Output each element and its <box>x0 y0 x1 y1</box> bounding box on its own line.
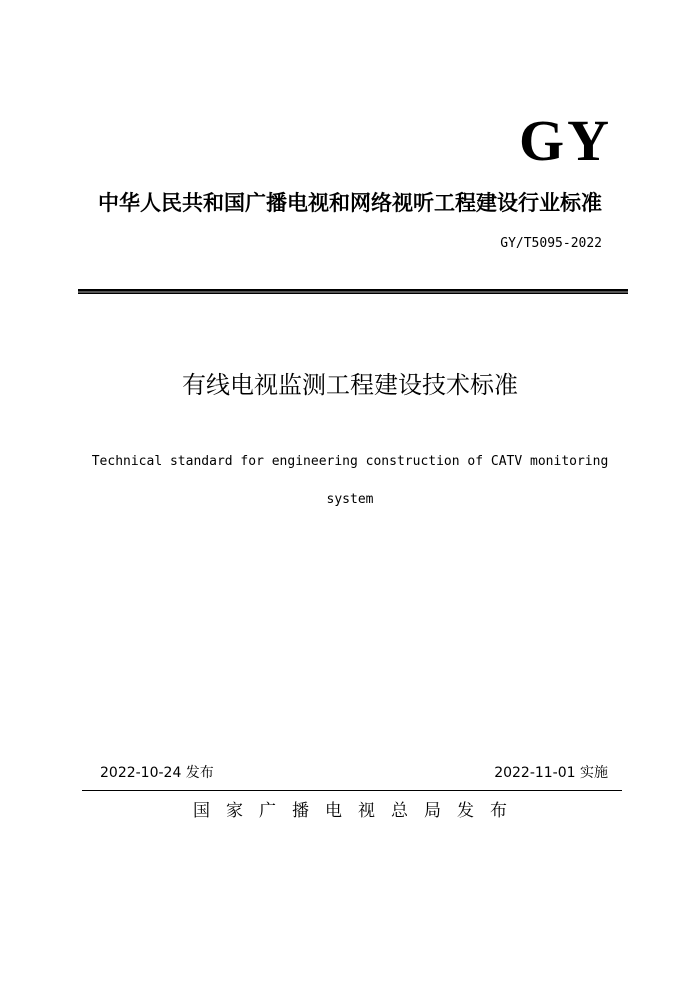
english-title-line-1: Technical standard for engineering construction of CATV monitoring <box>91 454 609 469</box>
implementation-date: 2022-11-01 实施 <box>494 765 608 781</box>
footer-divider <box>82 790 622 791</box>
gy-logo: GY <box>519 108 612 173</box>
publisher: 国家广播电视总局发布 <box>193 801 523 821</box>
chinese-title: 有线电视监测工程建设技术标准 <box>182 371 518 399</box>
english-title <box>0 443 700 519</box>
header-divider <box>78 289 628 294</box>
industry-standard-title: 中华人民共和国广播电视和网络视听工程建设行业标准 <box>98 191 602 215</box>
english-title-line-2: system <box>326 492 374 507</box>
standard-number: GY/T5095-2022 <box>500 236 602 251</box>
issue-date: 2022-10-24 发布 <box>100 765 214 781</box>
